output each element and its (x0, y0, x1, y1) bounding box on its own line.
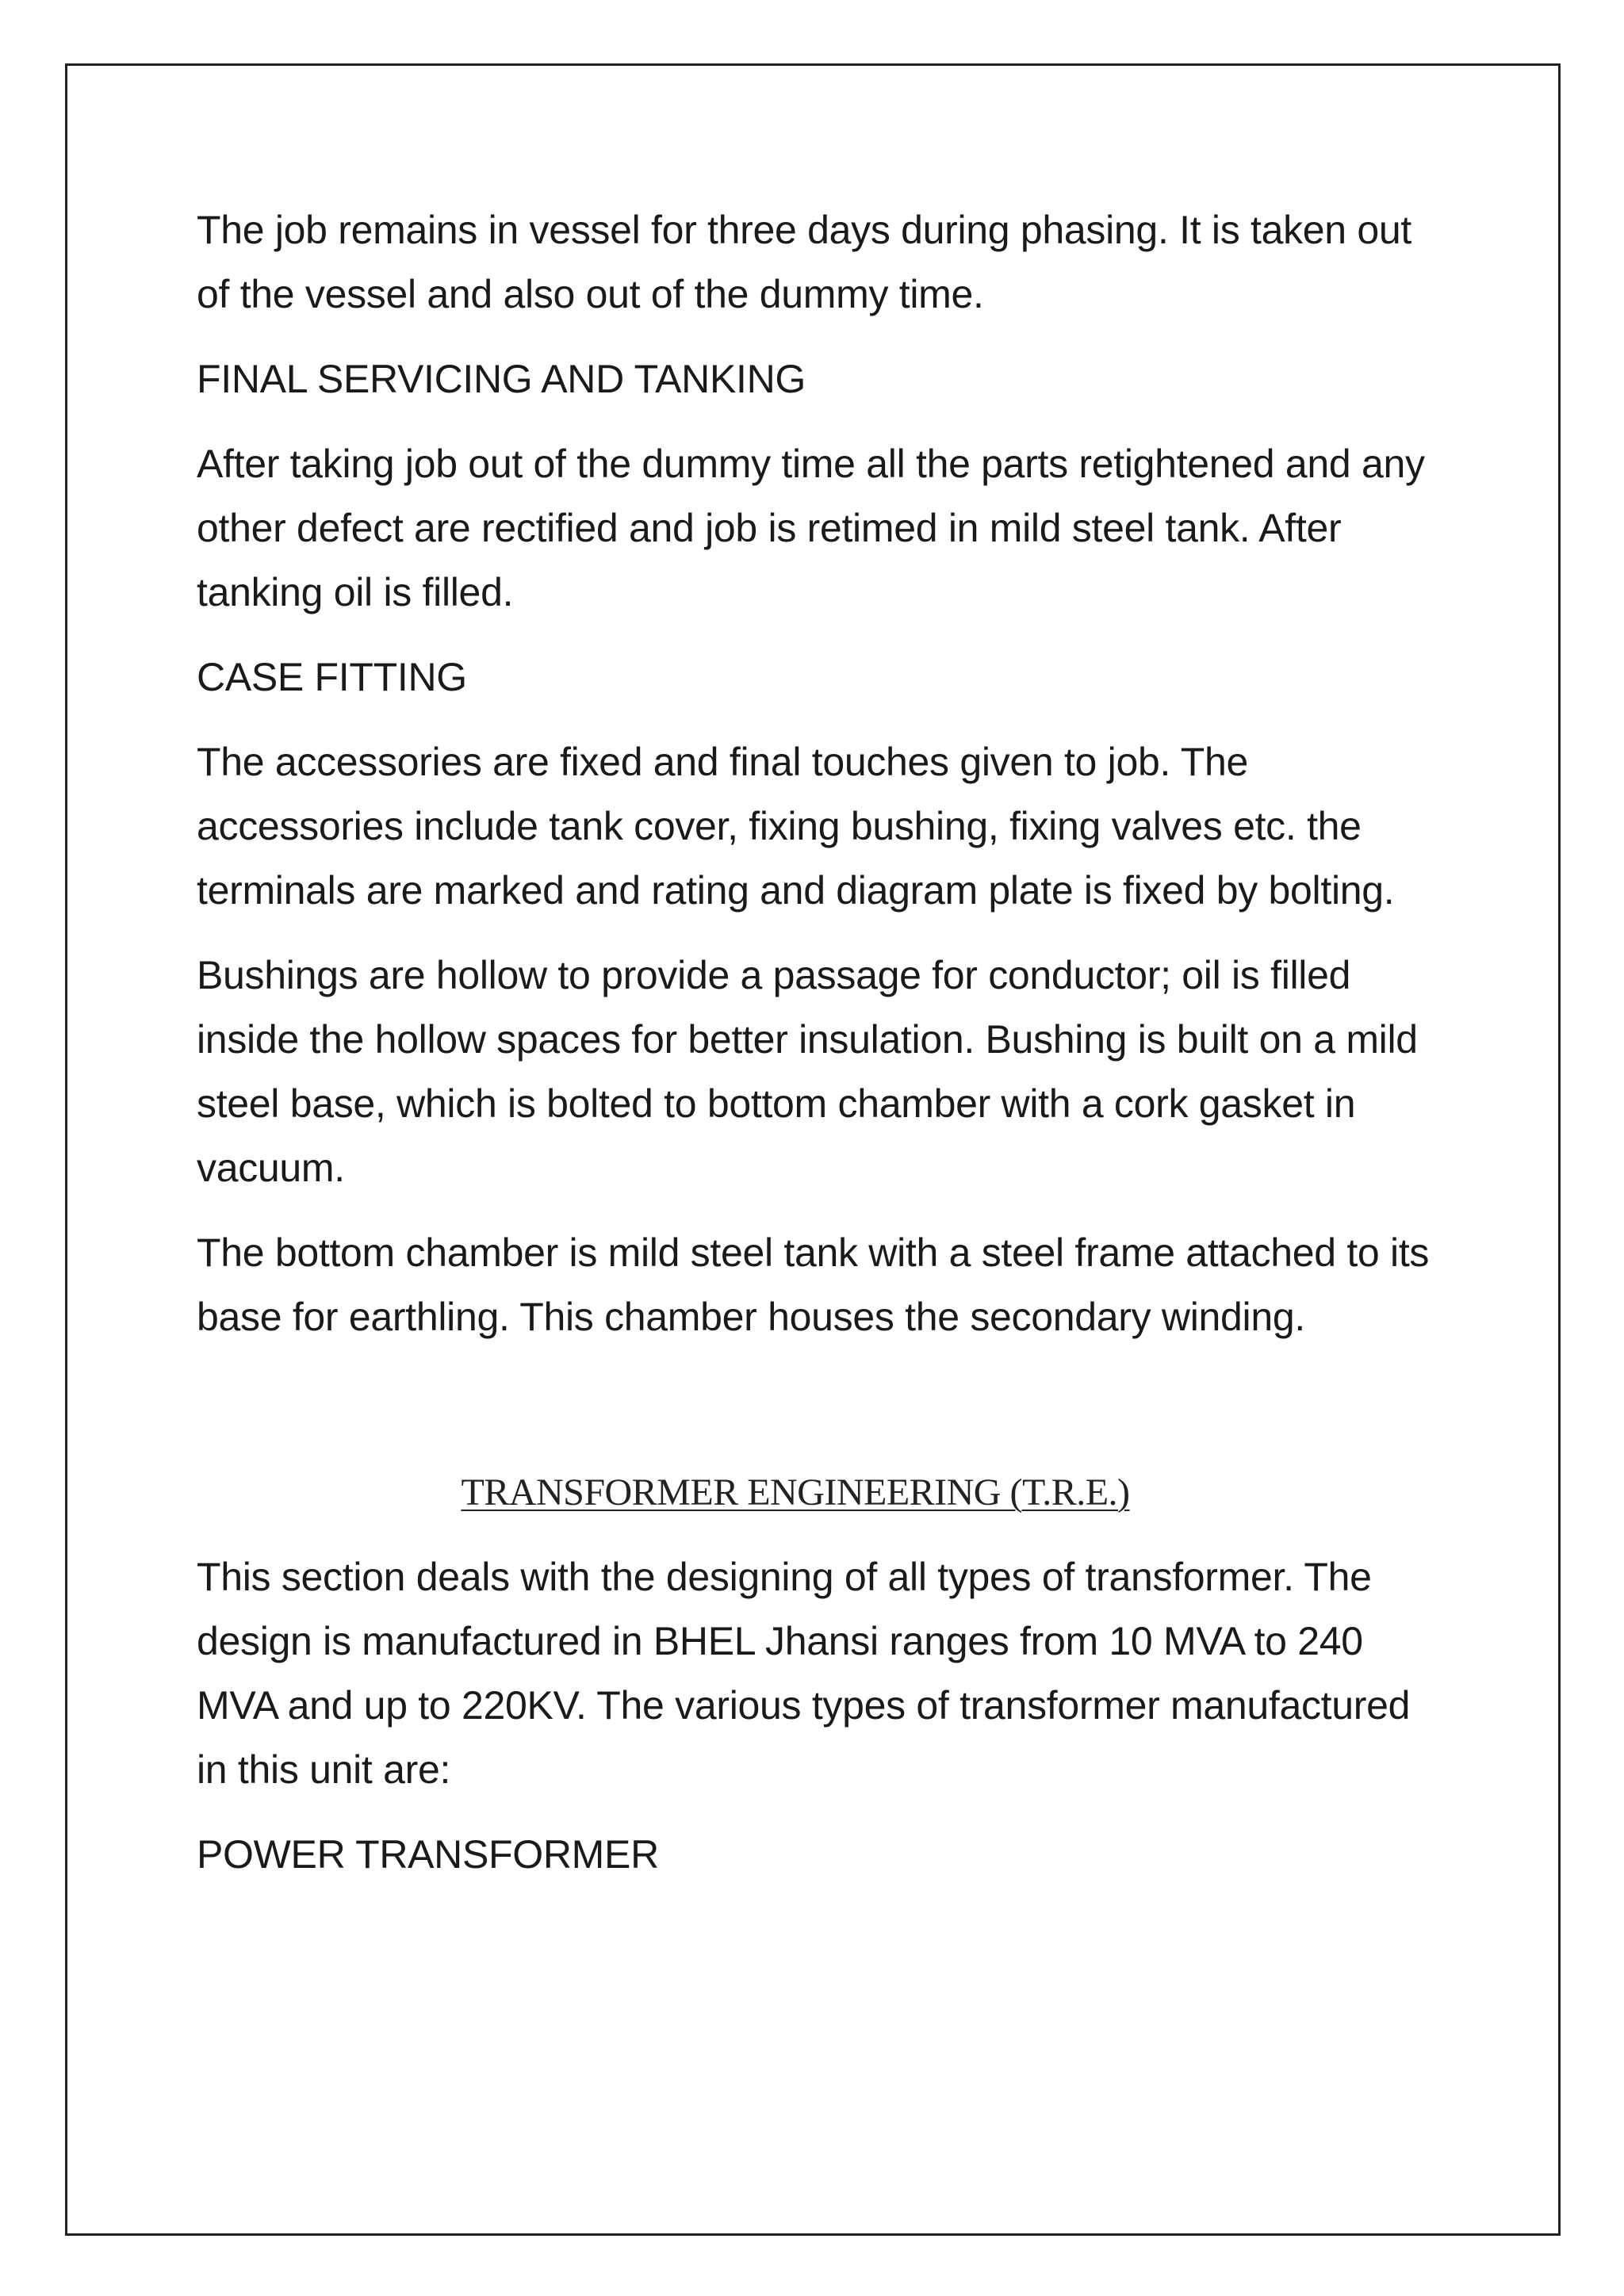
paragraph-bottom-chamber: The bottom chamber is mild steel tank with a steel frame attached to its base for earthling. This chamber houses the secondary winding. (197, 1230, 1430, 1339)
heading-case-fitting: CASE FITTING (197, 655, 467, 699)
section-title-tre: TRANSFORMER ENGINEERING (T.R.E.) (461, 1471, 1130, 1513)
paragraph-bushings: Bushings are hollow to provide a passage for conductor; oil is filled inside the hollow spaces for better insulation. Bushing is built on a mild steel base, which is bolted to bottom chamber with a cork gasket in vacuum. (197, 953, 1418, 1190)
page-content (197, 198, 1450, 1908)
paragraph-accessories: The accessories are fixed and final touches given to job. The accessories include tank cover, fixing bushing, fixing valves etc. the terminals are marked and rating and diagram plate is fixed by bolting. (197, 740, 1395, 913)
heading-power-transformer: POWER TRANSFORMER (197, 1832, 659, 1877)
paragraph-final-servicing: After taking job out of the dummy time all the parts retightened and any other defect are rectified and job is retimed in mild steel tank. After tanking oil is filled. (197, 442, 1425, 614)
heading-final-servicing: FINAL SERVICING AND TANKING (197, 357, 806, 401)
paragraph-tre-intro: This section deals with the designing of all types of transformer. The design is manufactured in BHEL Jhansi ranges from 10 MVA to 240 MVA and up to 220KV. The various types of transformer manufactured in this unit are: (197, 1555, 1411, 1792)
paragraph-phasing: The job remains in vessel for three days during phasing. It is taken out of the vessel and also out of the dummy time. (197, 208, 1412, 316)
